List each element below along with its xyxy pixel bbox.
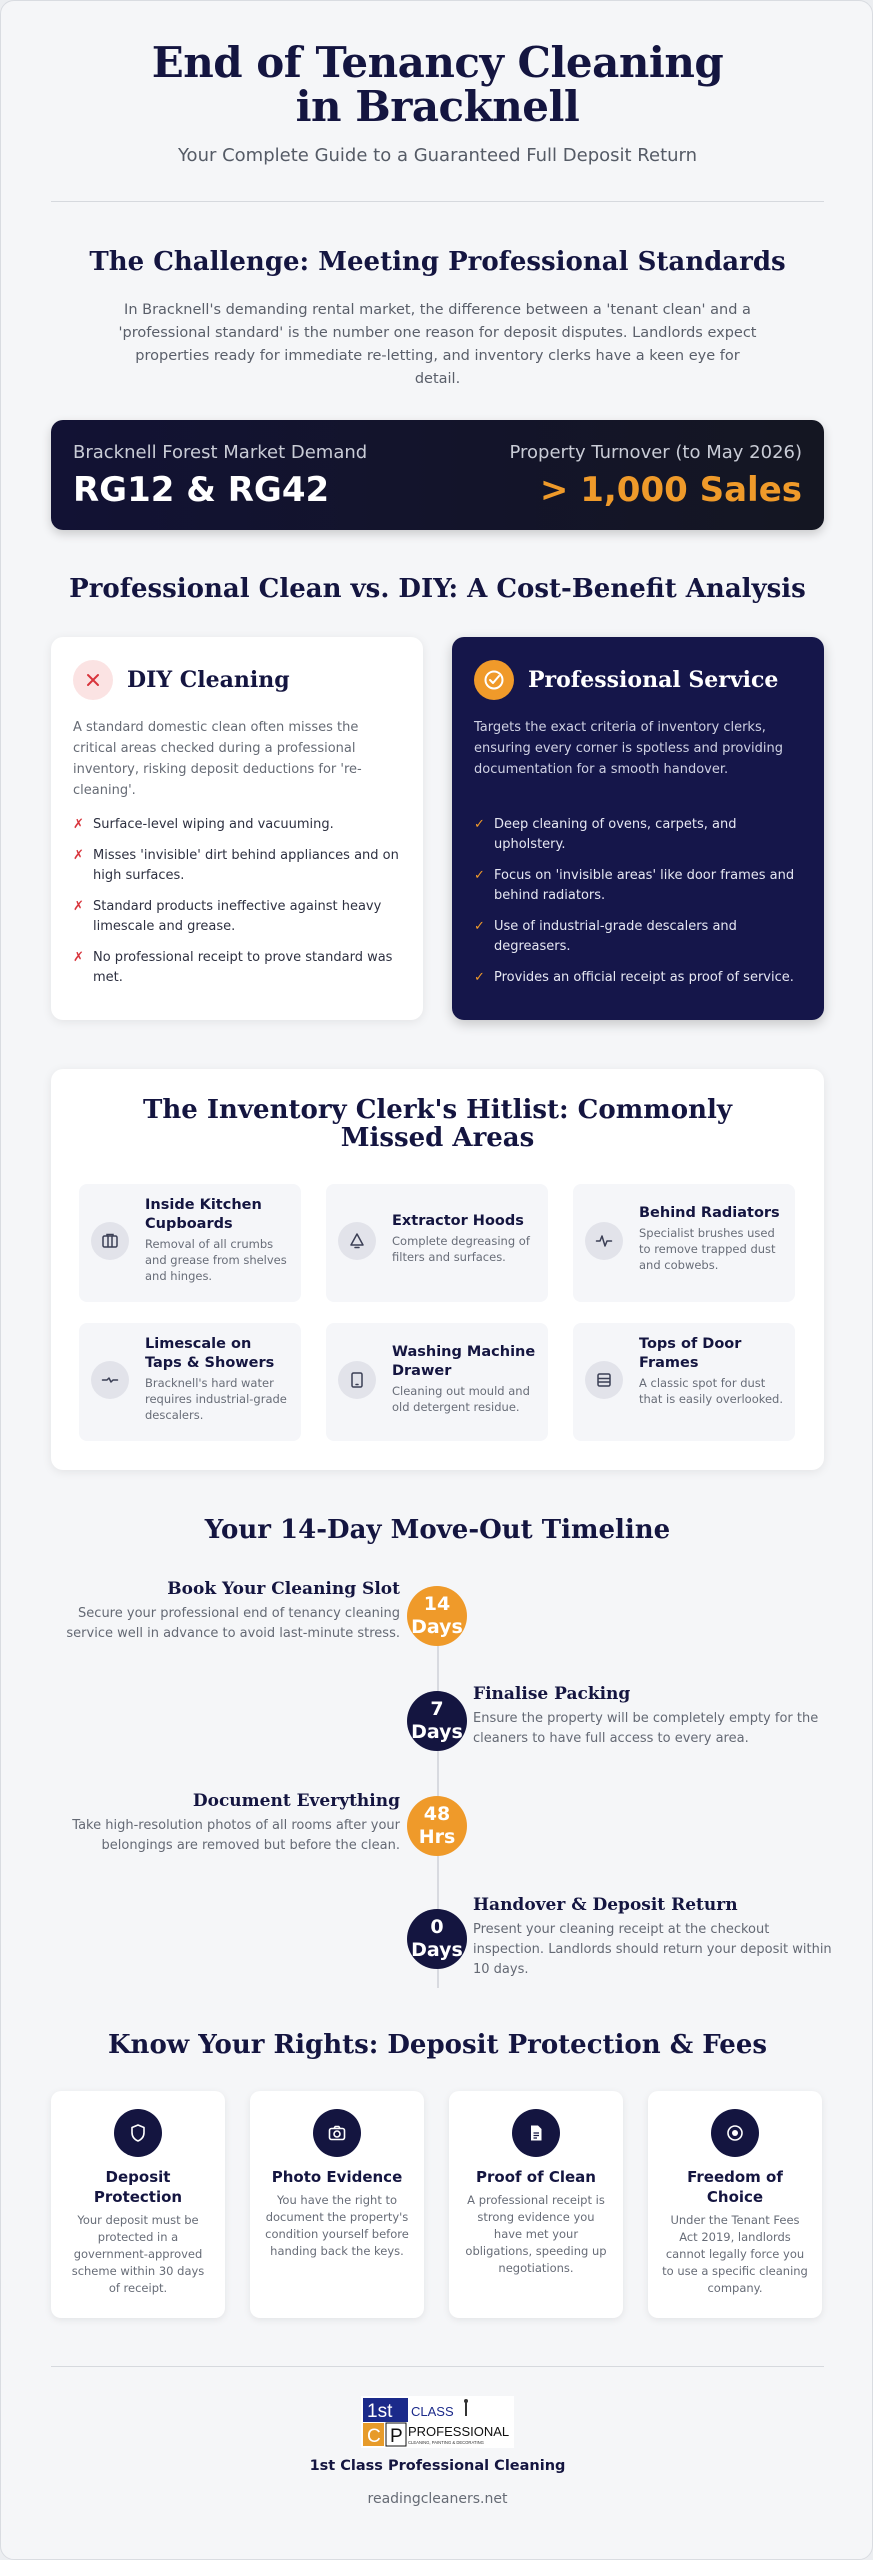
document-icon <box>512 2109 560 2157</box>
hitlist-item-title: Behind Radiators <box>639 1205 780 1221</box>
check-icon: ✓ <box>474 919 485 934</box>
timeline-step-title: Finalise Packing <box>473 1684 631 1704</box>
property-turnover-label: Property Turnover (to May 2026) <box>509 442 802 463</box>
timeline-step <box>40 1579 400 1644</box>
rights-card-desc: Your deposit must be protected in a government-approved scheme within 30 days of receipt. <box>71 2213 205 2295</box>
extractor-hood-icon <box>338 1222 376 1260</box>
check-icon: ✓ <box>474 817 485 832</box>
list-item: ✓ Focus on 'invisible areas' like door frames and behind radiators. <box>474 868 795 903</box>
rights-card-title: Proof of Clean <box>476 2168 596 2186</box>
hitlist-item <box>79 1184 301 1302</box>
cross-icon: ✗ <box>73 899 84 914</box>
diy-list <box>73 815 403 999</box>
list-item: ✓ Use of industrial-grade descalers and degreasers. <box>474 919 737 954</box>
rights-card <box>51 2091 225 2318</box>
property-turnover-value: > 1,000 Sales <box>539 470 802 510</box>
company-logo <box>361 2396 514 2448</box>
hitlist-item-title: Limescale on Taps & Showers <box>145 1336 275 1371</box>
challenge-section <box>1 247 873 391</box>
frame-icon <box>585 1361 623 1399</box>
list-item: ✗ No professional receipt to prove standard was met. <box>73 950 393 985</box>
check-icon: ✓ <box>474 970 485 985</box>
hitlist-item-title: Inside Kitchen Cupboards <box>145 1197 262 1232</box>
pro-list <box>474 815 804 999</box>
rights-card-title: Freedom of Choice <box>687 2168 783 2206</box>
pro-card-title: Professional Service <box>528 667 779 693</box>
list-item: ✗ Standard products ineffective against heavy limescale and grease. <box>73 899 382 934</box>
timeline-step-desc: Ensure the property will be completely empty for the cleaners to have full access to every area. <box>473 1711 819 1746</box>
market-demand-label: Bracknell Forest Market Demand <box>73 442 368 463</box>
timeline-badge: 7 Days <box>407 1691 467 1751</box>
list-item: ✗ Surface-level wiping and vacuuming. <box>73 815 403 835</box>
hitlist-item <box>326 1184 548 1302</box>
cross-icon: ✗ <box>73 817 84 832</box>
pro-card-description: Targets the exact criteria of inventory clerks, ensuring every corner is spotless and providing documentation for a smooth handover. <box>474 720 784 777</box>
rights-card <box>250 2091 424 2318</box>
professional-service-card <box>452 637 824 1020</box>
comparison-title: Professional Clean vs. DIY: A Cost-Benefit Analysis <box>69 574 806 604</box>
hitlist-item <box>573 1184 795 1302</box>
cupboard-icon <box>91 1222 129 1260</box>
timeline-step-title: Book Your Cleaning Slot <box>167 1579 400 1599</box>
timeline-step-desc: Present your cleaning receipt at the checkout inspection. Landlords should return your deposit within 10 days. <box>473 1922 832 1977</box>
check-icon: ✓ <box>474 868 485 883</box>
shield-icon <box>114 2109 162 2157</box>
timeline-step-title: Handover & Deposit Return <box>473 1895 738 1915</box>
rights-card-title: Photo Evidence <box>271 2168 403 2186</box>
market-demand-value: RG12 & RG42 <box>73 470 330 510</box>
cross-icon: ✗ <box>73 848 84 863</box>
rights-card-desc: A professional receipt is strong evidence you have met your obligations, speeding up negotiations. <box>465 2193 607 2275</box>
camera-icon <box>313 2109 361 2157</box>
hitlist-item-title: Extractor Hoods <box>392 1213 524 1229</box>
divider <box>51 2366 824 2367</box>
hitlist-item-desc: Complete degreasing of filters and surfaces. <box>392 1234 530 1264</box>
rights-card-desc: Under the Tenant Fees Act 2019, landlords cannot legally force you to use a specific cleaning company. <box>662 2213 808 2295</box>
divider <box>51 201 824 202</box>
diy-card-description: A standard domestic clean often misses the critical areas checked during a professional inventory, risking deposit deductions for 're-cleaning'. <box>73 720 362 798</box>
target-icon <box>711 2109 759 2157</box>
hitlist-item-desc: Specialist brushes used to remove trapped dust and cobwebs. <box>639 1226 776 1272</box>
logo-c: C <box>367 2426 381 2447</box>
logo-professional: PROFESSIONAL <box>408 2424 510 2439</box>
logo-p: P <box>390 2426 403 2447</box>
hitlist-item-desc: Cleaning out mould and old detergent residue. <box>392 1384 530 1414</box>
logo-1st: 1st <box>367 2401 393 2422</box>
rights-card-desc: You have the right to document the property's condition yourself before handing back the keys. <box>265 2193 409 2258</box>
timeline-step <box>473 1684 833 1749</box>
check-badge-icon <box>474 660 514 700</box>
timeline-badge: 0 Days <box>407 1909 467 1969</box>
timeline-title: Your 14-Day Move-Out Timeline <box>204 1515 671 1545</box>
hitlist-item-desc: Bracknell's hard water requires industrial-grade descalers. <box>145 1376 287 1422</box>
company-name: 1st Class Professional Cleaning <box>309 2458 566 2474</box>
rights-card <box>449 2091 623 2318</box>
pulse-icon <box>585 1222 623 1260</box>
rights-title: Know Your Rights: Deposit Protection & Fees <box>107 2030 768 2060</box>
timeline-step <box>40 1791 400 1856</box>
list-item: ✓ Deep cleaning of ovens, carpets, and upholstery. <box>474 817 737 852</box>
hitlist-item <box>79 1323 301 1441</box>
timeline-step-desc: Take high-resolution photos of all rooms after your belongings are removed but before the clean. <box>72 1818 400 1853</box>
hitlist-item <box>573 1323 795 1441</box>
challenge-title: The Challenge: Meeting Professional Standards <box>89 247 786 277</box>
list-item: ✓ Provides an official receipt as proof of service. <box>474 968 804 988</box>
logo-class: CLASS <box>411 2404 454 2419</box>
hitlist-item-title: Washing Machine Drawer <box>392 1344 536 1379</box>
diy-card-title: DIY Cleaning <box>127 667 290 693</box>
x-icon <box>73 660 113 700</box>
timeline-badge: 14 Days <box>407 1586 467 1646</box>
timeline-step <box>473 1895 833 1980</box>
logo-tagline: CLEANING, PAINTING & DECORATING <box>408 2440 484 2445</box>
company-website-link[interactable]: readingcleaners.net <box>367 2491 508 2507</box>
hitlist-item-title: Tops of Door Frames <box>639 1336 742 1371</box>
list-item: ✗ Misses 'invisible' dirt behind appliances and on high surfaces. <box>73 848 399 883</box>
cross-icon: ✗ <box>73 950 84 965</box>
wave-icon <box>91 1361 129 1399</box>
hitlist-section <box>51 1069 824 1470</box>
hitlist-item <box>326 1323 548 1441</box>
rights-card <box>648 2091 822 2318</box>
hitlist-item-desc: A classic spot for dust that is easily overlooked. <box>639 1376 784 1406</box>
timeline-step-title: Document Everything <box>192 1791 400 1811</box>
rights-card-title: Deposit Protection <box>93 2168 183 2206</box>
market-stats-banner <box>51 420 824 530</box>
timeline-badge: 48 Hrs <box>407 1796 467 1856</box>
timeline-step-desc: Secure your professional end of tenancy cleaning service well in advance to avoid last-minute stress. <box>66 1606 400 1641</box>
diy-cleaning-card <box>51 637 423 1020</box>
hero <box>1 38 873 166</box>
page-subtitle: Your Complete Guide to a Guaranteed Full Deposit Return <box>177 145 698 166</box>
hitlist-title: The Inventory Clerk's Hitlist: Commonly Missed Areas <box>143 1095 732 1153</box>
page-title: End of Tenancy Cleaning in Bracknell <box>151 38 724 131</box>
tablet-icon <box>338 1361 376 1399</box>
hitlist-item-desc: Removal of all crumbs and grease from shelves and hinges. <box>145 1237 287 1283</box>
challenge-body: In Bracknell's demanding rental market, the difference between a 'tenant clean' and a 'professional standard' is the number one reason for deposit disputes. Landlords expect properties ready for immediate re-letting, and inventory clerks have a keen eye for detail. <box>118 302 757 387</box>
